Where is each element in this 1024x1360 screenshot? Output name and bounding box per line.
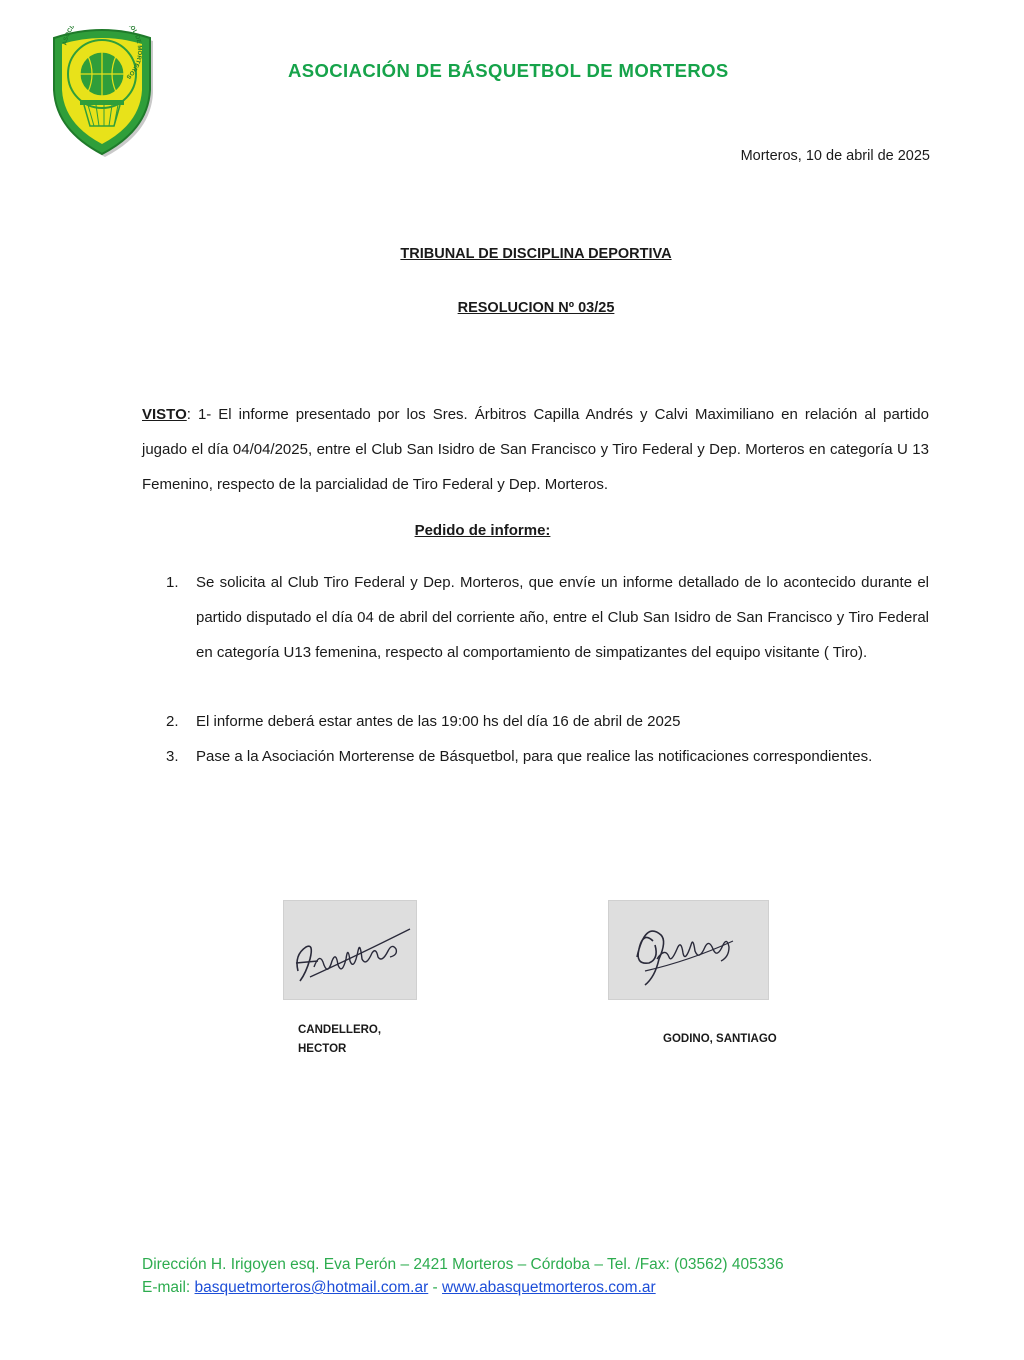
list-item [166,704,929,739]
footer-contact [142,1276,784,1299]
organization-name: ASOCIACIÓN DE BÁSQUETBOL DE MORTEROS [288,60,729,81]
signatory-name-candellero [298,1021,381,1059]
handwritten-signature-icon [609,901,768,999]
pedido-heading: Pedido de informe: [414,522,551,539]
signatory-name-godino: GODINO, SANTIAGO [663,1033,777,1045]
list-item [166,739,929,774]
list-item-number: 3. [166,748,179,765]
shield-logo-icon [44,26,160,158]
visto-text: : 1- El informe presentado por los Sres. Árbitros Capilla Andrés y Calvi Maximiliano en relación al partido jugado el día 04/04/2025, entre el Club San Isidro de San Francisco y Tiro Federal y Dep. Morteros en categoría U 13 Femenino, respecto de la parcialidad de Tiro Federal y Dep. Morteros. [142,406,929,493]
list-item-number: 1. [166,574,179,591]
signatory-given-name: HECTOR [298,1043,347,1055]
logo-ring-text: ASOCI OL DE MORTEROS [62,26,143,80]
list-item-text: El informe deberá estar antes de las 19:00 hs del día 16 de abril de 2025 [196,713,681,730]
website-link[interactable]: www.abasquetmorteros.com.ar [442,1279,656,1296]
footer [142,1253,784,1299]
association-logo [44,26,160,158]
visto-label: VISTO [142,406,187,423]
signatory-surname: CANDELLERO, [298,1024,382,1036]
list-item-number: 2. [166,713,179,730]
signature-godino [608,900,769,1000]
list-item-text: Se solicita al Club Tiro Federal y Dep. Morteros, que envíe un informe detallado de lo acontecido durante el partido disputado el día 04 de abril del corriente año, entre el Club San Isidro de San Francisco y Tiro Federal en categoría U13 femenina, respecto al comportamiento de simpatizantes del equipo visitante ( Tiro). [196,574,929,661]
email-link[interactable]: basquetmorteros@hotmail.com.ar [194,1279,429,1296]
list-item-text: Pase a la Asociación Morterense de Básquetbol, para que realice las notificaciones correspondientes. [196,748,873,765]
handwritten-signature-icon [284,901,416,999]
resolution-number: RESOLUCION Nº 03/25 [457,300,615,316]
footer-separator: - [428,1279,443,1296]
list-item [166,565,929,670]
tribunal-heading: TRIBUNAL DE DISCIPLINA DEPORTIVA [400,246,672,262]
signature-candellero [283,900,417,1000]
email-label: E-mail: [142,1279,195,1296]
document-date: Morteros, 10 de abril de 2025 [740,148,930,164]
footer-address: Dirección H. Irigoyen esq. Eva Perón – 2421 Morteros – Córdoba – Tel. /Fax: (03562) 405336 [142,1256,784,1273]
visto-paragraph [142,397,929,502]
